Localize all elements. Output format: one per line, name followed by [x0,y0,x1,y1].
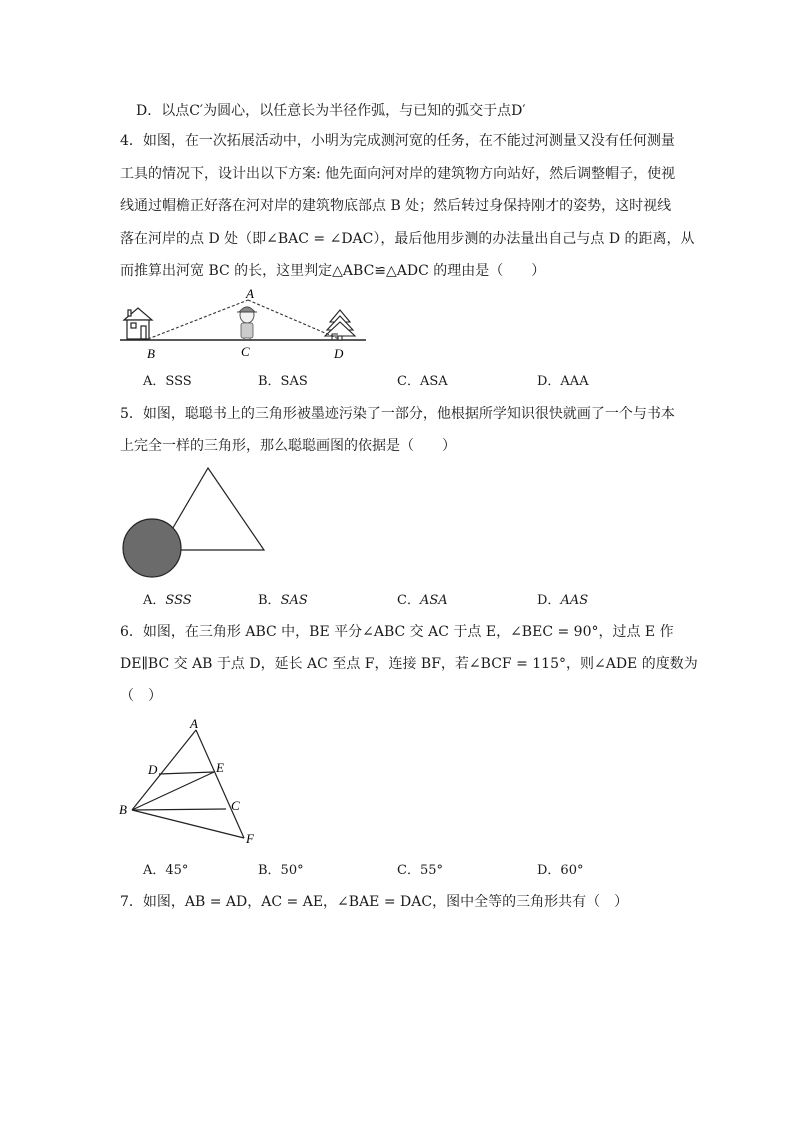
q5-option-d-value: AAS [560,593,589,608]
segment-af [196,730,244,838]
label-e: E [216,760,224,775]
q4-line-1: 4．如图，在一次拓展活动中，小明为完成测河宽的任务，在不能过河测量又没有任何测量 [120,133,675,149]
label-c: C [231,798,240,813]
q5-option-a[interactable] [143,592,192,610]
label-a: A [246,288,254,301]
sight-line-ad [248,300,339,339]
person-icon [237,307,257,340]
segment-be [132,772,214,810]
q6-option-c[interactable]: C．55° [397,863,443,878]
q5-option-c-letter: C． [397,593,420,608]
q5-figure [120,464,270,580]
q5-option-c-value: ASA [419,593,448,608]
label-d: D [334,346,344,361]
label-f: F [246,831,254,846]
segment-de [159,772,214,774]
label-c: C [241,344,250,359]
q5-option-c[interactable] [397,592,448,610]
q7-line-1: 7．如图，AB = AD，AC = AE，∠BAE = DAC，图中全等的三角形共有（ ） [120,894,629,910]
q6-option-b[interactable]: B．50° [258,863,304,878]
label-b: B [147,346,155,361]
q5-option-b-letter: B． [258,593,281,608]
q3-option-d: D．以点C′为圆心，以任意长为半径作弧，与已知的弧交于点D′ [136,103,526,119]
segment-ab [132,730,196,810]
q4-line-3: 线通过帽檐正好落在河对岸的建筑物底部点 B 处；然后转过身保持刚才的姿势，这时视线 [120,198,672,214]
q4-option-a[interactable]: A．SSS [143,374,192,389]
ink-blot [123,519,181,577]
q6-figure [116,712,266,848]
q5-line-1: 5．如图，聪聪书上的三角形被墨迹污染了一部分，他根据所学知识很快就画了一个与书本 [120,406,675,422]
house-icon [124,308,152,339]
q4-option-c[interactable]: C．ASA [397,374,448,389]
q5-option-a-value: SSS [165,593,192,608]
q4-line-4: 落在河岸的点 D 处（即∠BAC = ∠DAC），最后他用步测的办法量出自己与点 D 的距离，从 [120,231,695,247]
segment-bc [132,809,226,810]
label-a: A [190,716,198,731]
q4-line-2: 工具的情况下，设计出以下方案: 他先面向河对岸的建筑物方向站好，然后调整帽子，使视 [120,166,676,182]
q5-option-b-value: SAS [280,593,308,608]
q6-line-2: DE∥BC 交 AB 于点 D，延长 AC 至点 F，连接 BF，若∠BCF = 115°，则∠ADE 的度数为 [120,656,698,672]
label-b: B [119,802,127,817]
q5-option-a-letter: A． [143,593,166,608]
q4-line-5: 而推算出河宽 BC 的长，这里判定△ABC≌△ADC 的理由是（ ） [120,263,546,279]
q4-option-d[interactable]: D．AAA [537,374,589,389]
q5-line-2: 上完全一样的三角形，那么聪聪画图的依据是（ ） [120,438,456,454]
segment-bf [132,810,244,838]
q6-line-1: 6．如图，在三角形 ABC 中，BE 平分∠ABC 交 AC 于点 E，∠BEC = 90°，过点 E 作 [120,624,674,640]
label-d: D [148,762,158,777]
sight-line-ab [148,300,248,339]
q6-line-3: （ ） [120,688,162,704]
q6-option-a[interactable]: A．45° [143,863,189,878]
q5-option-d[interactable] [537,592,588,610]
q5-option-b[interactable] [258,592,308,610]
q4-figure [118,288,370,362]
q6-option-d[interactable]: D．60° [537,863,584,878]
q4-option-b[interactable]: B．SAS [258,374,308,389]
tree-icon [325,310,355,340]
q5-option-d-letter: D． [537,593,561,608]
